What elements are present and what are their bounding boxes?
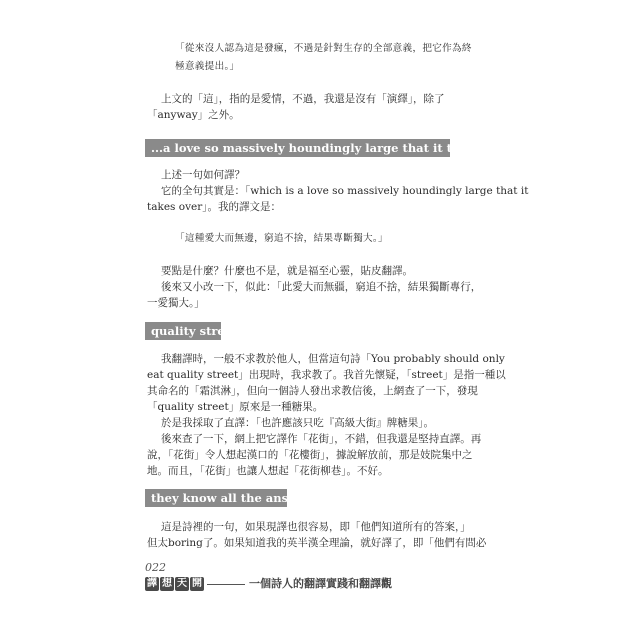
section-heading-answers-text: they know all the answers bbox=[151, 491, 318, 505]
para3-line2: 後來又小改一下，似此：「此愛大而無疆，窮追不捨，結果獨斷專行， bbox=[161, 281, 482, 293]
para4-line1: 我翻譯時，一般不求教於他人，但當這句詩「You probably should only bbox=[161, 353, 505, 365]
title-char-badge-2 bbox=[160, 577, 174, 591]
para6-line2: 但太boring了。如果知道我的英半漢全理論，就好譯了，即「他們有問必 bbox=[147, 537, 487, 549]
title-char-4: 開 bbox=[192, 578, 202, 589]
para5-line1: 於是我採取了直譯：「也許應該只吃『高級大街』牌糖果」。 bbox=[161, 417, 434, 429]
title-char-badge-3 bbox=[175, 577, 189, 591]
para3-line1: 要點是什麼？什麼也不是，就是福至心靈，貼皮翻譯。 bbox=[161, 265, 413, 277]
running-footer bbox=[145, 577, 465, 595]
para2-line2: 它的全句其實是：「which is a love so massively houndingly large that it bbox=[161, 185, 529, 197]
para2-line1: 上述一句如何譯？ bbox=[161, 169, 245, 181]
title-char-2: 想 bbox=[162, 578, 172, 589]
title-char-3: 天 bbox=[177, 578, 187, 589]
footer-dash bbox=[207, 584, 245, 585]
page-number: 022 bbox=[145, 561, 166, 574]
para2-line3: takes over」。我的譯文是： bbox=[147, 201, 282, 213]
section-heading-love bbox=[145, 139, 513, 157]
section-heading-love-text: ...a love so massively houndingly large that it takes over bbox=[151, 141, 513, 155]
para5-line2: 後來查了一下，網上把它譯作「花街」，不錯，但我還是堅持直譯。再 bbox=[161, 433, 482, 445]
title-char-badge-1 bbox=[145, 577, 159, 591]
title-char-1: 譯 bbox=[147, 578, 157, 589]
title-char-badge-4 bbox=[190, 577, 204, 591]
para1-line2: 「anyway」之外。 bbox=[147, 109, 240, 121]
section-heading-answers bbox=[145, 489, 318, 507]
para6-line1: 這是詩裡的一句，如果現譯也很容易，即「他們知道所有的答案，」 bbox=[161, 521, 471, 533]
para4-line2: eat quality street」出現時，我求教了。我首先懷疑，「street」是指一種以 bbox=[147, 369, 506, 381]
quote2: 「這種愛大而無邊，窮追不捨，結果專斷獨大。」 bbox=[175, 233, 388, 244]
book-subtitle: 一個詩人的翻譯實踐和翻譯觀 bbox=[249, 577, 392, 590]
para3-line3: 一愛獨大。」 bbox=[147, 297, 205, 309]
para4-line4: 「quality street」原來是一種糖果。 bbox=[147, 401, 324, 413]
para4-line3: 其命名的「霜淇淋」，但向一個詩人發出求教信後，上網查了一下，發現 bbox=[147, 385, 478, 397]
para5-line4: 地。而且，「花街」也讓人想起「花街柳巷」。不好。 bbox=[147, 465, 389, 477]
para5-line3: 說，「花街」令人想起漢口的「花樓街」，據說解放前，那是妓院集中之 bbox=[147, 449, 473, 461]
section-heading-quality-street bbox=[145, 322, 238, 340]
quote1-line2: 極意義提出。」 bbox=[175, 61, 240, 72]
section-heading-quality-street-text: quality street bbox=[151, 324, 238, 338]
quote1-line1: 「從來沒人認為這是發瘋，不過是針對生存的全部意義，把它作為終 bbox=[175, 43, 472, 54]
para1-line1: 上文的「這」，指的是愛情，不過，我還是沒有「演繹」，除了 bbox=[161, 93, 445, 105]
